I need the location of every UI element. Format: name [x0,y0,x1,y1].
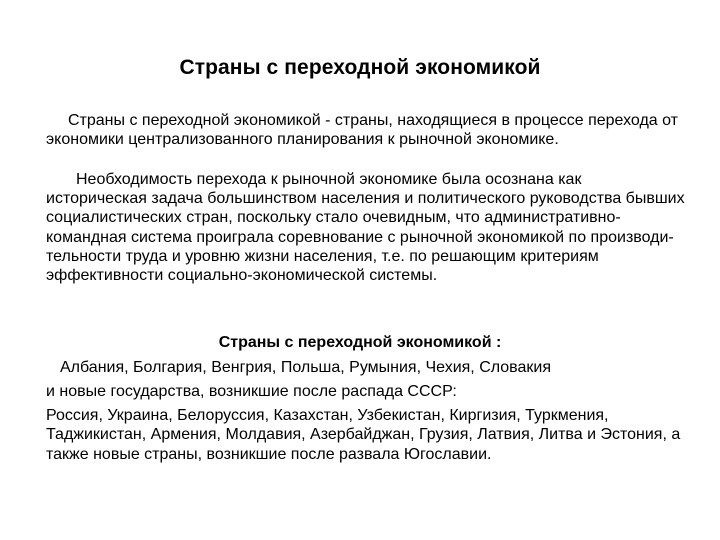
countries-list-intro-ussr: и новые государства, возникшие после распада СССР: [46,383,457,400]
countries-list-eastern-europe: Албания, Болгария, Венгрия, Польша, Румыния, Чехия, Словакия [60,359,551,376]
countries-list-post-soviet: Россия, Украина, Белоруссия, Казахстан, Узбекистан, Киргизия, Туркмения, Таджикистан, Армения, Молдавия, Азербайджан, Грузия, Латвия, Литва и Эстония, а также новые страны, возникшие после развала Югославии. [46,407,681,463]
definition-paragraph: Страны с переходной экономикой - страны, находящиеся в процессе перехода от экономики централизованного планирования к рыночной экономике. [46,112,679,149]
slide-title: Страны с переходной экономикой [179,56,541,79]
necessity-paragraph: Необходимость перехода к рыночной экономике была осознана как историческая задача большинством населения и политического руководства бывших социалистических стран, поскольку стало очевидным, что административно-командная система проиграла соревнование с рыночной экономикой по производи-тельности труда и уровню жизни населения, т.е. по решающим критериям эффективности социально-экономической системы. [46,171,685,285]
countries-subtitle: Страны с переходной экономикой : [218,334,502,351]
